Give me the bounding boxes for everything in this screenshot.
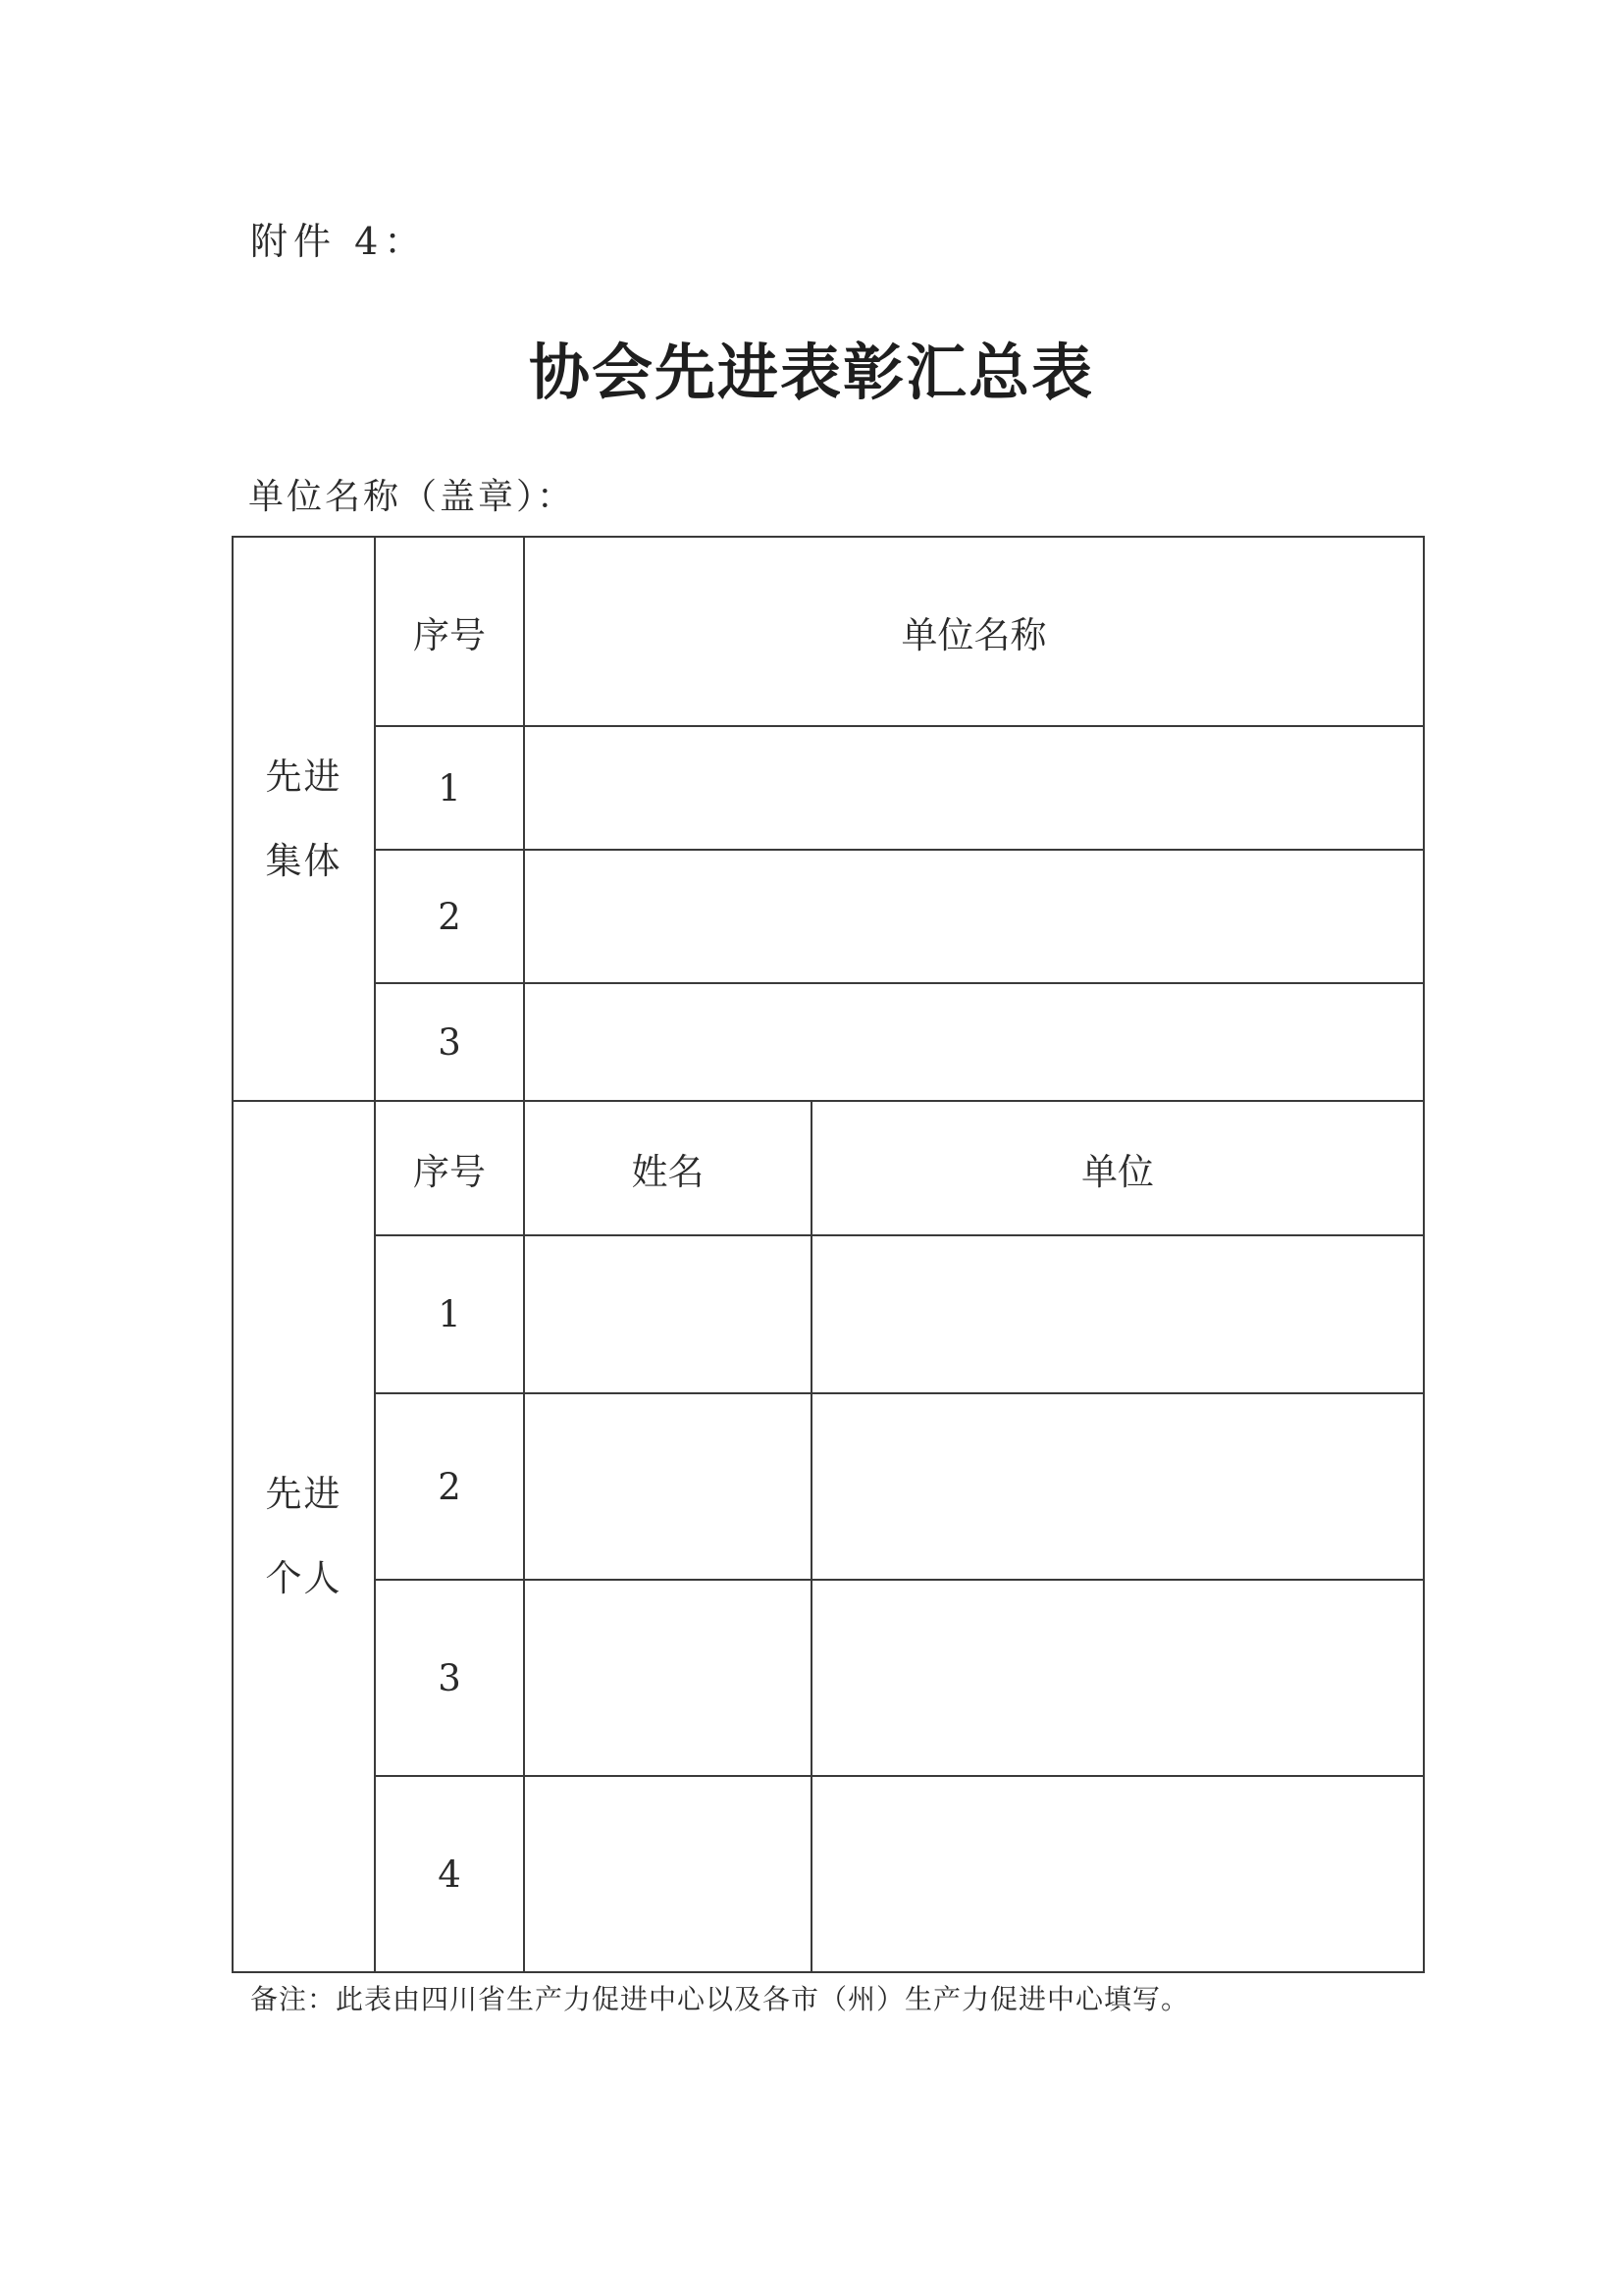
individual-name-field[interactable]: [524, 1580, 812, 1776]
individual-row-index: 3: [375, 1580, 524, 1776]
individual-row: [233, 1393, 1424, 1580]
collective-unit-name-field[interactable]: [524, 850, 1424, 983]
individual-unit-field[interactable]: [812, 1393, 1424, 1580]
individual-category-line2: 个人: [265, 1557, 342, 1599]
collective-row-index: 2: [375, 850, 524, 983]
collective-row: [233, 983, 1424, 1101]
collective-category-line1: 先进: [265, 755, 342, 798]
collective-index-header: 序号: [375, 537, 524, 726]
individual-unit-field[interactable]: [812, 1580, 1424, 1776]
individual-unit-field[interactable]: [812, 1776, 1424, 1972]
document-title: 协会先进表彰汇总表: [528, 337, 1094, 408]
collective-category-line2: 集体: [265, 839, 342, 882]
individual-unit-header: 单位: [812, 1101, 1424, 1235]
collective-row: [233, 726, 1424, 850]
individual-name-header: 姓名: [524, 1101, 812, 1235]
individual-header-row: [233, 1101, 1424, 1235]
individual-row-index: 4: [375, 1776, 524, 1972]
individual-row: [233, 1235, 1424, 1393]
individual-name-field[interactable]: [524, 1393, 812, 1580]
collective-unit-name-field[interactable]: [524, 983, 1424, 1101]
attachment-label: 附件 4：: [250, 220, 428, 263]
individual-category-line1: 先进: [265, 1473, 342, 1515]
individual-category-cell: [233, 1101, 375, 1972]
collective-unit-name-header: 单位名称: [524, 537, 1424, 726]
individual-name-field[interactable]: [524, 1776, 812, 1972]
collective-header-row: [233, 537, 1424, 726]
footnote: 备注：此表由四川省生产力促进中心以及各市（州）生产力促进中心填写。: [250, 1983, 1190, 2015]
individual-index-header: 序号: [375, 1101, 524, 1235]
individual-row: [233, 1776, 1424, 1972]
collective-row-index: 1: [375, 726, 524, 850]
individual-row: [233, 1580, 1424, 1776]
collective-row: [233, 850, 1424, 983]
collective-category-cell: [233, 537, 375, 1101]
organization-name-label: 单位名称（盖章）：: [248, 477, 576, 517]
individual-name-field[interactable]: [524, 1235, 812, 1393]
individual-row-index: 1: [375, 1235, 524, 1393]
collective-unit-name-field[interactable]: [524, 726, 1424, 850]
individual-unit-field[interactable]: [812, 1235, 1424, 1393]
award-summary-table: [232, 536, 1425, 1973]
collective-row-index: 3: [375, 983, 524, 1101]
individual-row-index: 2: [375, 1393, 524, 1580]
